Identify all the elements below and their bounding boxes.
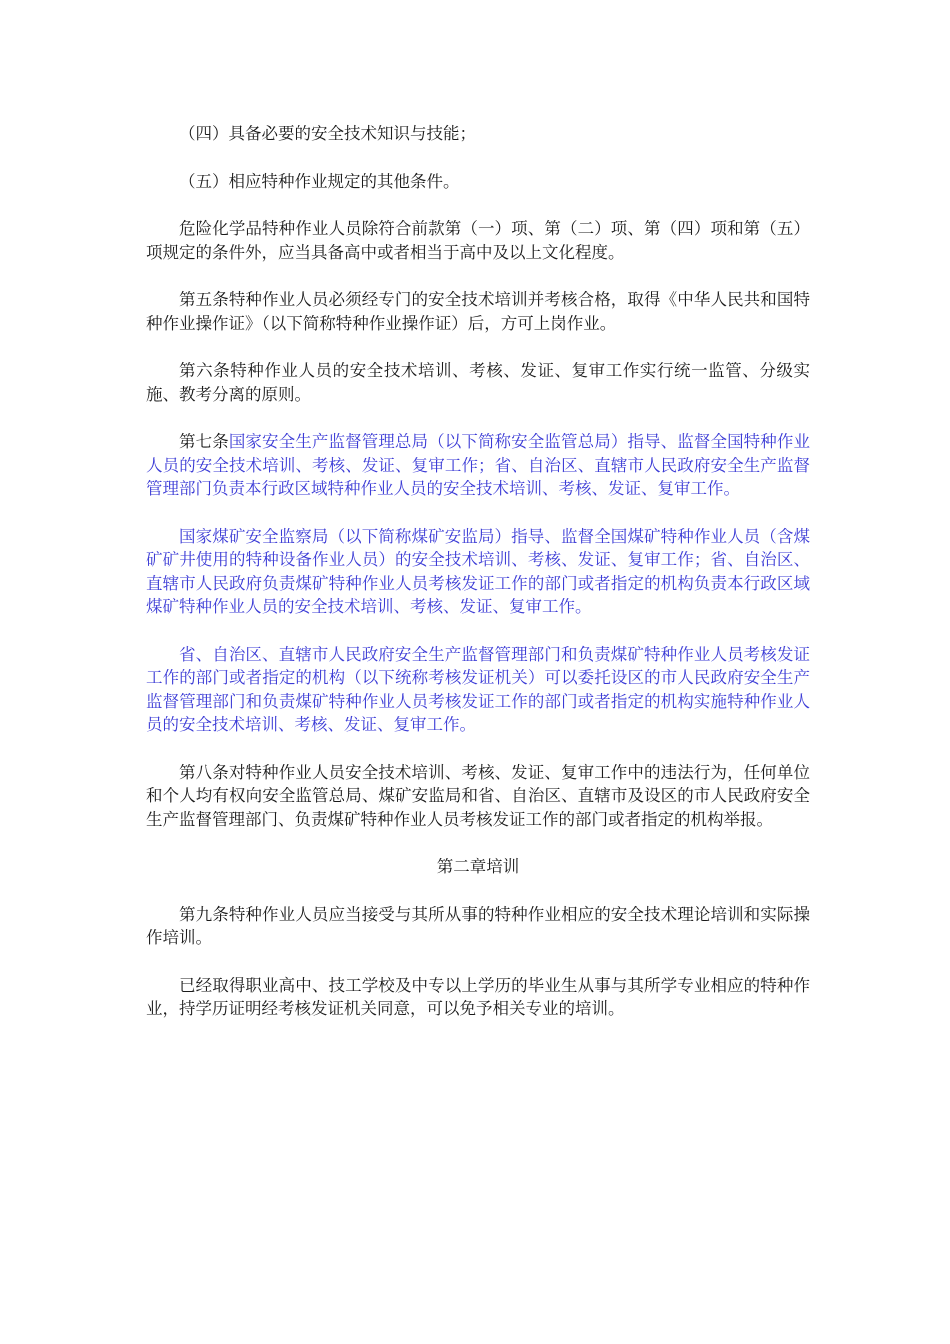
article-7-label: 第七条 xyxy=(179,432,229,451)
paragraph-article-9: 第九条特种作业人员应当接受与其所从事的特种作业相应的安全技术理论培训和实际操作培训。 xyxy=(146,904,810,947)
paragraph-article-5: 第五条特种作业人员必须经专门的安全技术培训并考核合格，取得《中华人民共和国特种作业操作证》（以下简称特种作业操作证）后，方可上岗作业。 xyxy=(146,290,810,333)
paragraph-hazardous-chemicals: 危险化学品特种作业人员除符合前款第（一）项、第（二）项、第（四）项和第（五）项规定的条件外，应当具备高中或者相当于高中及以上文化程度。 xyxy=(146,219,810,262)
paragraph-article-8: 第八条对特种作业人员安全技术培训、考核、发证、复审工作中的违法行为，任何单位和个人均有权向安全监管总局、煤矿安监局和省、自治区、直辖市及设区的市人民政府安全生产监督管理部门、负责煤矿特种作业人员考核发证工作的部门或者指定的机构举报。 xyxy=(146,762,810,829)
paragraph-article-7 xyxy=(146,430,810,501)
paragraph-item-4: （四）具备必要的安全技术知识与技能； xyxy=(179,124,476,143)
paragraph-article-6: 第六条特种作业人员的安全技术培训、考核、发证、复审工作实行统一监管、分级实施、教考分离的原则。 xyxy=(146,361,810,404)
chapter-heading: 第二章培训 xyxy=(436,857,520,876)
article-7-text: 国家安全生产监督管理总局（以下简称安全监管总局）指导、监督全国特种作业人员的安全技术培训、考核、发证、复审工作；省、自治区、直辖市人民政府安全生产监督管理部门负责本行政区域特种作业人员的安全技术培训、考核、发证、复审工作。 xyxy=(146,432,811,498)
document-body xyxy=(146,122,810,1045)
paragraph-item-5: （五）相应特种作业规定的其他条件。 xyxy=(179,171,460,191)
paragraph-training-exemption: 已经取得职业高中、技工学校及中专以上学历的毕业生从事与其所学专业相应的特种作业，持学历证明经考核发证机关同意，可以免予相关专业的培训。 xyxy=(146,975,810,1018)
paragraph-provincial-delegation: 省、自治区、直辖市人民政府安全生产监督管理部门和负责煤矿特种作业人员考核发证工作的部门或者指定的机构（以下统称考核发证机关）可以委托设区的市人民政府安全生产监督管理部门和负责煤矿特种作业人员考核发证工作的部门或者指定的机构实施特种作业人员的安全技术培训、考核、发证、复审工作。 xyxy=(146,644,810,734)
paragraph-coal-mine-bureau: 国家煤矿安全监察局（以下简称煤矿安监局）指导、监督全国煤矿特种作业人员（含煤矿矿井使用的特种设备作业人员）的安全技术培训、考核、发证、复审工作；省、自治区、直辖市人民政府负责煤矿特种作业人员考核发证工作的部门或者指定的机构负责本行政区域煤矿特种作业人员的安全技术培训、考核、发证、复审工作。 xyxy=(146,526,810,616)
